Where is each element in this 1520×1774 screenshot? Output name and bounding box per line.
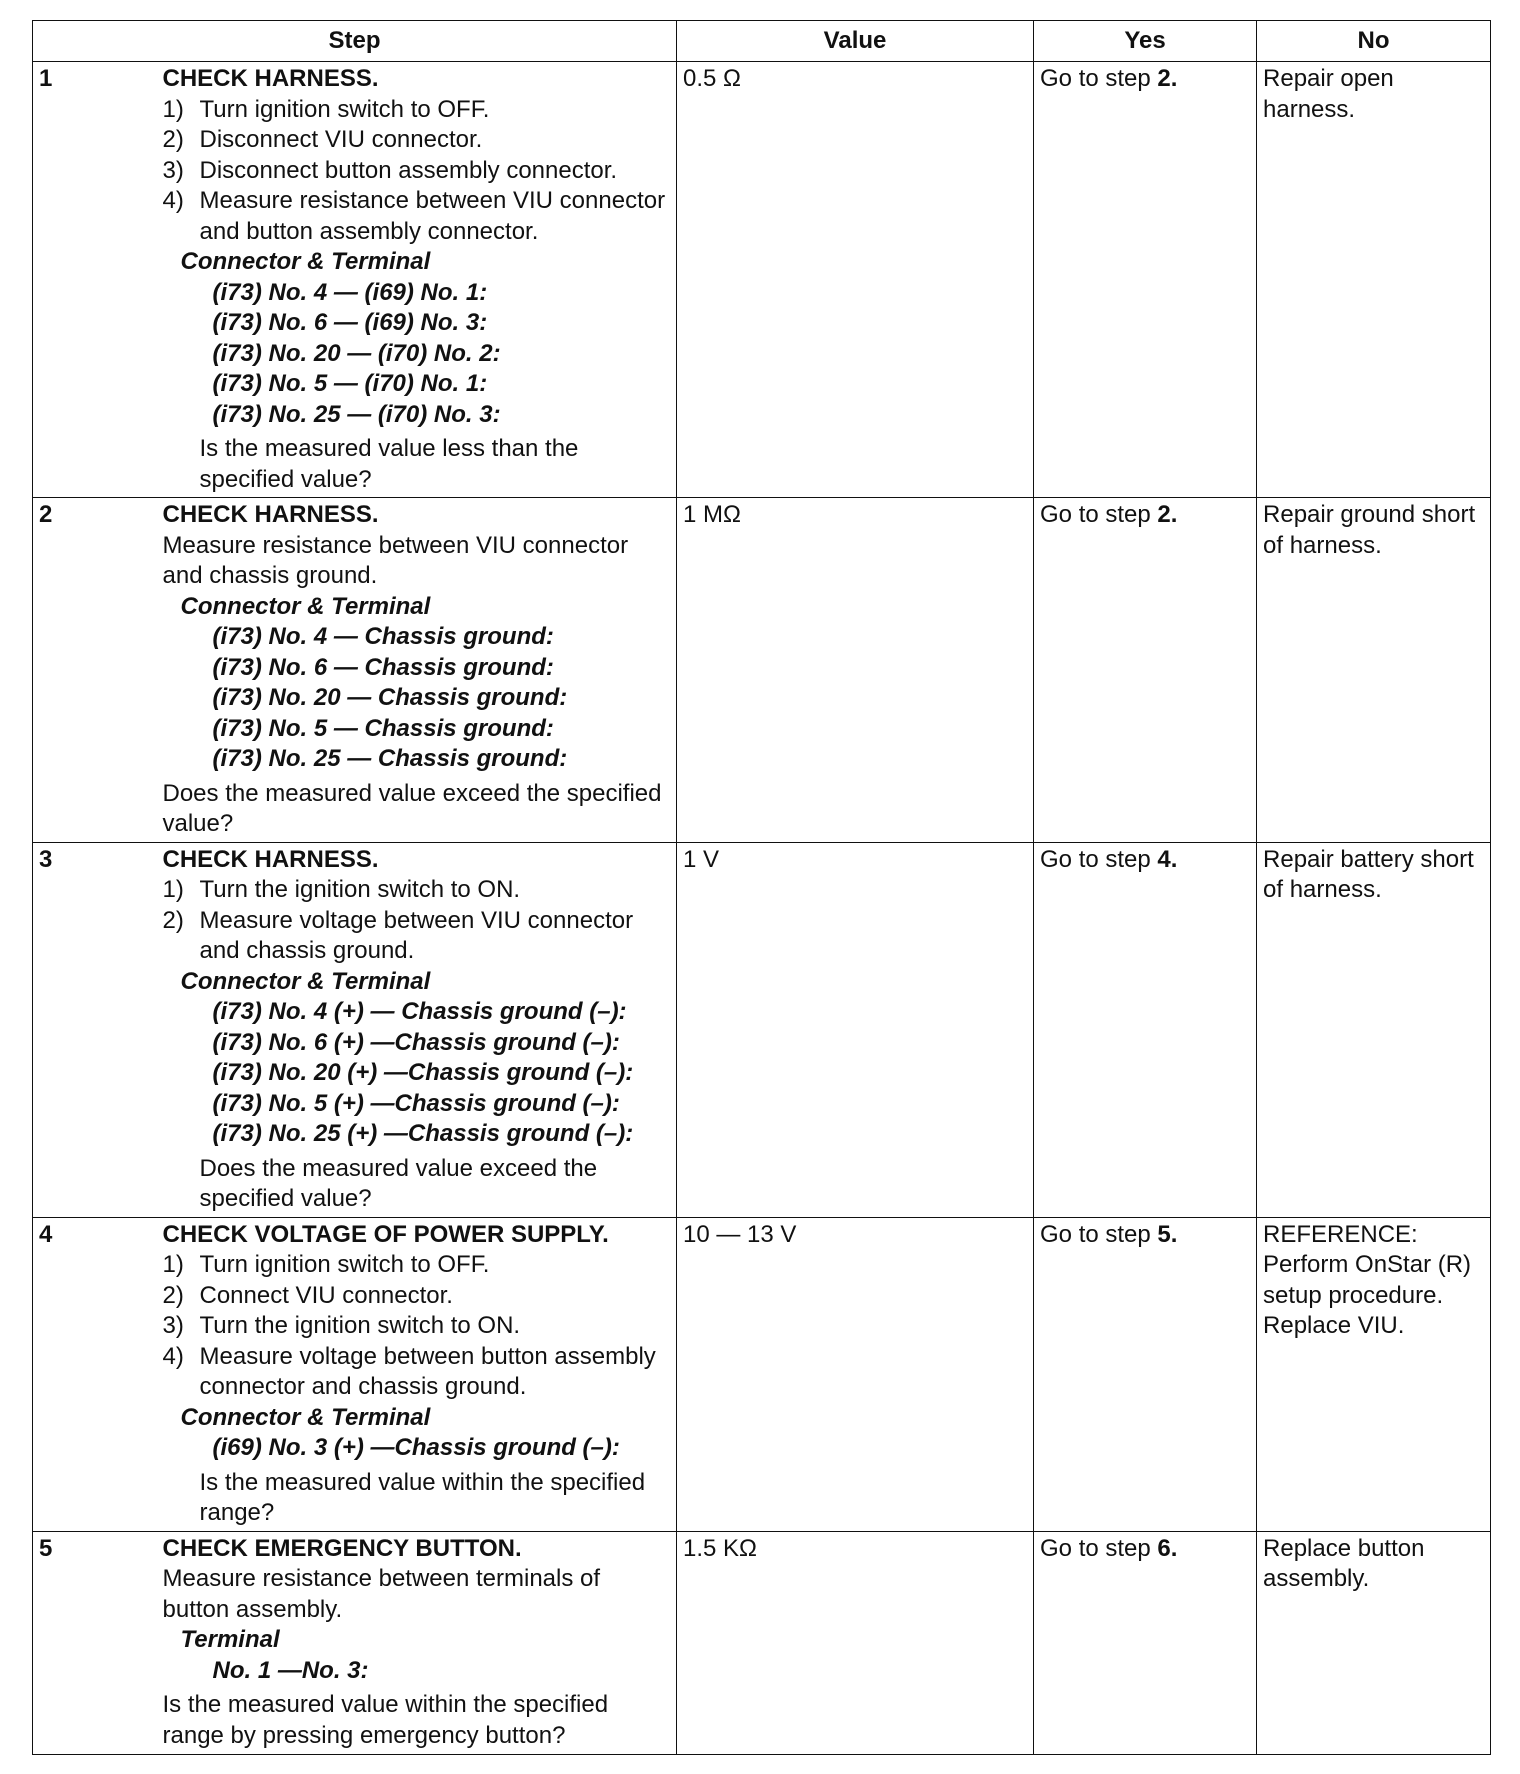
step-title: CHECK EMERGENCY BUTTON. xyxy=(162,1534,522,1562)
step-number: 1 xyxy=(33,62,157,498)
item-text: Disconnect button assembly connector. xyxy=(199,156,618,184)
terminal-spec: (i73) No. 5 — Chassis ground: xyxy=(212,714,554,742)
terminal-spec: (i73) No. 6 (+) —Chassis ground (–): xyxy=(212,1028,620,1056)
step-cell xyxy=(157,498,677,843)
no-cell xyxy=(1257,1217,1491,1531)
item-text: Turn the ignition switch to ON. xyxy=(199,876,521,903)
item-number: 2) xyxy=(162,1281,184,1309)
table-row xyxy=(33,62,1491,498)
value-cell: 0.5 Ω xyxy=(677,62,1034,498)
yes-text: Go to step xyxy=(1040,65,1158,92)
item-number: 1) xyxy=(162,95,184,123)
table-row xyxy=(33,1217,1491,1531)
list-item xyxy=(163,1281,671,1312)
item-number: 2) xyxy=(162,126,184,153)
item-text: Turn the ignition switch to ON. xyxy=(199,1312,521,1339)
no-cell: Replace button assembly. xyxy=(1257,1531,1491,1754)
step-title: CHECK HARNESS. xyxy=(162,501,379,528)
terminal-spec: (i73) No. 25 (+) —Chassis ground (–): xyxy=(212,1120,634,1147)
terminal-spec: (i73) No. 25 — (i70) No. 3: xyxy=(212,400,501,428)
list-item xyxy=(163,125,671,156)
terminal-spec: (i73) No. 5 (+) —Chassis ground (–): xyxy=(212,1089,620,1117)
terminal-spec: (i73) No. 20 — Chassis ground: xyxy=(212,684,568,711)
terminal-spec: (i73) No. 5 — (i70) No. 1: xyxy=(212,370,488,397)
item-text: Connect VIU connector. xyxy=(199,1281,453,1309)
step-number: 3 xyxy=(33,842,157,1217)
table-row xyxy=(33,1531,1491,1754)
item-text: Turn ignition switch to OFF. xyxy=(199,95,490,123)
terminal-spec: (i73) No. 6 — Chassis ground: xyxy=(212,653,554,681)
list-item xyxy=(163,1311,671,1342)
yes-step: 2. xyxy=(1157,501,1178,528)
step-cell xyxy=(157,1531,677,1754)
no-cell: Repair open harness. xyxy=(1257,62,1491,498)
terminal-spec: (i73) No. 4 — Chassis ground: xyxy=(212,623,554,650)
terminal-spec: (i73) No. 20 (+) —Chassis ground (–): xyxy=(212,1059,634,1086)
terminal-heading: Terminal xyxy=(180,1626,280,1653)
no-cell: Repair ground short of harness. xyxy=(1257,498,1491,843)
step-number: 5 xyxy=(33,1531,157,1754)
question: Does the measured value exceed the specified value? xyxy=(162,779,662,837)
step-cell xyxy=(157,1217,677,1531)
step-number: 2 xyxy=(33,498,157,843)
value-cell: 1 V xyxy=(677,842,1034,1217)
step-title: CHECK HARNESS. xyxy=(162,845,379,873)
list-item xyxy=(163,95,671,126)
connector-terminal-heading: Connector & Terminal xyxy=(180,1403,431,1431)
table-row xyxy=(33,842,1491,1217)
table-row xyxy=(33,498,1491,843)
yes-text: Go to step xyxy=(1040,1534,1158,1562)
step-cell xyxy=(157,62,677,498)
value-cell: 1 MΩ xyxy=(677,498,1034,843)
header-yes: Yes xyxy=(1034,21,1257,62)
item-text: Measure voltage between button assembly connector and chassis ground. xyxy=(199,1342,656,1400)
item-text: Disconnect VIU connector. xyxy=(199,126,483,153)
question: Is the measured value within the specified range? xyxy=(199,1468,646,1526)
step-cell xyxy=(157,842,677,1217)
terminal-spec: (i73) No. 6 — (i69) No. 3: xyxy=(212,309,488,336)
item-number: 2) xyxy=(162,906,184,934)
question: Is the measured value within the specified range by pressing emergency button? xyxy=(162,1691,609,1749)
value-cell: 10 — 13 V xyxy=(677,1217,1034,1531)
diagnostic-table xyxy=(32,20,1491,1755)
item-number: 4) xyxy=(162,187,184,214)
yes-step: 6. xyxy=(1157,1534,1178,1562)
yes-cell xyxy=(1034,1217,1257,1531)
yes-step: 4. xyxy=(1157,845,1178,873)
connector-terminal-heading: Connector & Terminal xyxy=(180,967,431,995)
terminal-spec: No. 1 —No. 3: xyxy=(212,1656,369,1684)
yes-step: 2. xyxy=(1157,65,1178,92)
question: Does the measured value exceed the specified value? xyxy=(199,1154,598,1212)
terminal-spec: (i73) No. 4 — (i69) No. 1: xyxy=(212,278,488,306)
terminal-spec: (i73) No. 4 (+) — Chassis ground (–): xyxy=(212,998,627,1025)
no-line: Perform OnStar (R) setup procedure. xyxy=(1263,1251,1472,1309)
list-item xyxy=(163,875,671,906)
list-item xyxy=(163,1250,671,1281)
yes-cell xyxy=(1034,842,1257,1217)
list-item xyxy=(163,906,671,967)
no-line: Replace VIU. xyxy=(1263,1312,1405,1339)
header-value: Value xyxy=(677,21,1034,62)
connector-terminal-heading: Connector & Terminal xyxy=(180,248,431,275)
item-text: Measure voltage between VIU connector and chassis ground. xyxy=(199,906,634,964)
header-step: Step xyxy=(33,21,677,62)
header-no: No xyxy=(1257,21,1491,62)
yes-cell xyxy=(1034,1531,1257,1754)
connector-terminal-heading: Connector & Terminal xyxy=(180,592,431,620)
list-item xyxy=(163,1342,671,1403)
header-row xyxy=(33,21,1491,62)
step-number: 4 xyxy=(33,1217,157,1531)
yes-text: Go to step xyxy=(1040,501,1158,528)
yes-step: 5. xyxy=(1157,1220,1178,1248)
question: Is the measured value less than the specified value? xyxy=(199,435,579,493)
yes-text: Go to step xyxy=(1040,845,1158,873)
yes-cell xyxy=(1034,62,1257,498)
step-title: CHECK VOLTAGE OF POWER SUPPLY. xyxy=(162,1220,609,1248)
item-text: Turn ignition switch to OFF. xyxy=(199,1251,490,1278)
terminal-spec: (i69) No. 3 (+) —Chassis ground (–): xyxy=(212,1434,620,1461)
step-intro: Measure resistance between VIU connector and chassis ground. xyxy=(162,531,629,589)
no-cell: Repair battery short of harness. xyxy=(1257,842,1491,1217)
terminal-spec: (i73) No. 20 — (i70) No. 2: xyxy=(212,339,501,367)
item-text: Measure resistance between VIU connector and button assembly connector. xyxy=(199,187,666,245)
step-intro: Measure resistance between terminals of button assembly. xyxy=(162,1565,601,1623)
item-number: 1) xyxy=(162,876,184,903)
value-cell: 1.5 KΩ xyxy=(677,1531,1034,1754)
item-number: 1) xyxy=(162,1251,184,1278)
no-line: REFERENCE: xyxy=(1263,1220,1418,1248)
item-number: 3) xyxy=(162,1312,184,1339)
item-number: 4) xyxy=(162,1342,184,1370)
step-title: CHECK HARNESS. xyxy=(162,65,379,92)
yes-cell xyxy=(1034,498,1257,843)
list-item xyxy=(163,186,671,247)
yes-text: Go to step xyxy=(1040,1220,1158,1248)
item-number: 3) xyxy=(162,156,184,184)
list-item xyxy=(163,156,671,187)
terminal-spec: (i73) No. 25 — Chassis ground: xyxy=(212,745,568,772)
